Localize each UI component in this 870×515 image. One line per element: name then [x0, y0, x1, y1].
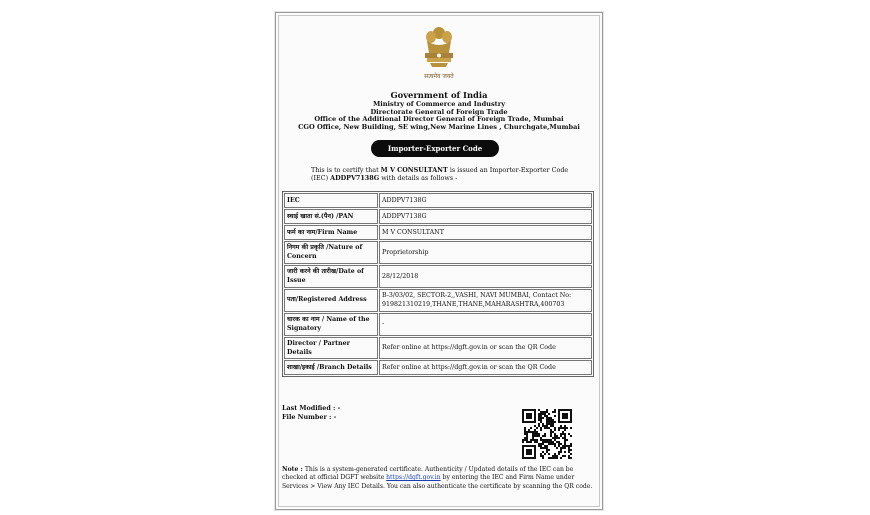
- qr-code-icon[interactable]: [522, 409, 572, 459]
- row-label: Director / Partner Details: [284, 337, 378, 360]
- row-label: पता/Registered Address: [284, 289, 378, 312]
- table-row: [284, 289, 592, 312]
- row-value: 28/12/2018: [379, 265, 592, 288]
- iec-details-table: [282, 191, 594, 377]
- record-meta: [282, 404, 340, 422]
- last-modified: [282, 404, 340, 413]
- table-row: [284, 193, 592, 208]
- table-row: [284, 209, 592, 224]
- row-label: स्थाई खाता सं.(पैन) /PAN: [284, 209, 378, 224]
- certification-statement: [311, 166, 569, 183]
- row-label: शाखा/इकाई /Branch Details: [284, 360, 378, 375]
- table-row: [284, 360, 592, 375]
- row-value: Proprietorship: [379, 241, 592, 264]
- row-value: -: [379, 313, 592, 336]
- cert-middle: is issued an Importer-Exporter Code (IEC): [311, 166, 569, 183]
- cert-suffix: with details as follows -: [379, 174, 458, 183]
- authenticity-note: [282, 466, 594, 491]
- issuing-authority: [276, 91, 602, 132]
- row-value: Refer online at https://dgft.gov.in or scan the QR Code: [379, 360, 592, 375]
- ministry-title: Ministry of Commerce and Industry: [372, 99, 506, 108]
- row-value: ADDPV7138G: [379, 193, 592, 208]
- row-value: ADDPV7138G: [379, 209, 592, 224]
- last-modified-value: -: [337, 404, 341, 412]
- national-emblem-icon: [419, 23, 459, 87]
- row-label: जारी करने की तारीख/Date of Issue: [284, 265, 378, 288]
- certificate-page: [275, 12, 603, 510]
- note-label: Note :: [282, 466, 305, 473]
- file-number-label: File Number :: [282, 412, 334, 421]
- note-text-1: This is a system-generated certificate. Authenticity / Updated details of the IEC can be checked at official DGFT website: [282, 466, 574, 482]
- dgft-website-link[interactable]: https://dgft.gov.in: [386, 474, 441, 482]
- last-modified-label: Last Modified :: [282, 404, 338, 412]
- certificate-title-badge: Importer-Exporter Code: [371, 140, 499, 157]
- table-row: [284, 313, 592, 336]
- note-text-2: by entering the IEC and Firm Name under Services > View Any IEC Details. You can also authenticate the certificate by scanning the QR code.: [282, 474, 593, 490]
- table-row: [284, 337, 592, 360]
- office-address: CGO Office, New Building, SE wing,New Marine Lines , Churchgate,Mumbai: [298, 123, 580, 132]
- row-label: निगम की प्रकृति /Nature of Concern: [284, 241, 378, 264]
- row-value: Refer online at https://dgft.gov.in or scan the QR Code: [379, 337, 592, 360]
- file-number-value: -: [333, 412, 337, 421]
- cert-prefix: This is to certify that: [311, 166, 381, 174]
- row-label: IEC: [284, 193, 378, 208]
- table-row: [284, 241, 592, 264]
- table-row: [284, 225, 592, 240]
- emblem-caption: सत्यमेव जयते: [424, 73, 454, 80]
- table-row: [284, 265, 592, 288]
- row-value: M V CONSULTANT: [379, 225, 592, 240]
- row-value: B-3/03/02, SECTOR-2,,VASHI, NAVI MUMBAI, Contact No: 919821310219,THANE,THANE,MAHARASHTRA,400703: [379, 289, 592, 312]
- directorate-title: Directorate General of Foreign Trade: [370, 107, 508, 116]
- row-label: धारक का नाम / Name of the Signatory: [284, 313, 378, 336]
- cert-code: ADDPV7138G: [330, 174, 380, 183]
- file-number: [282, 413, 340, 422]
- cert-firm: M V CONSULTANT: [380, 166, 448, 174]
- row-label: फर्म का नाम/Firm Name: [284, 225, 378, 240]
- government-title: Government of India: [390, 90, 488, 100]
- office-title: Office of the Additional Director General of Foreign Trade, Mumbai: [314, 115, 564, 124]
